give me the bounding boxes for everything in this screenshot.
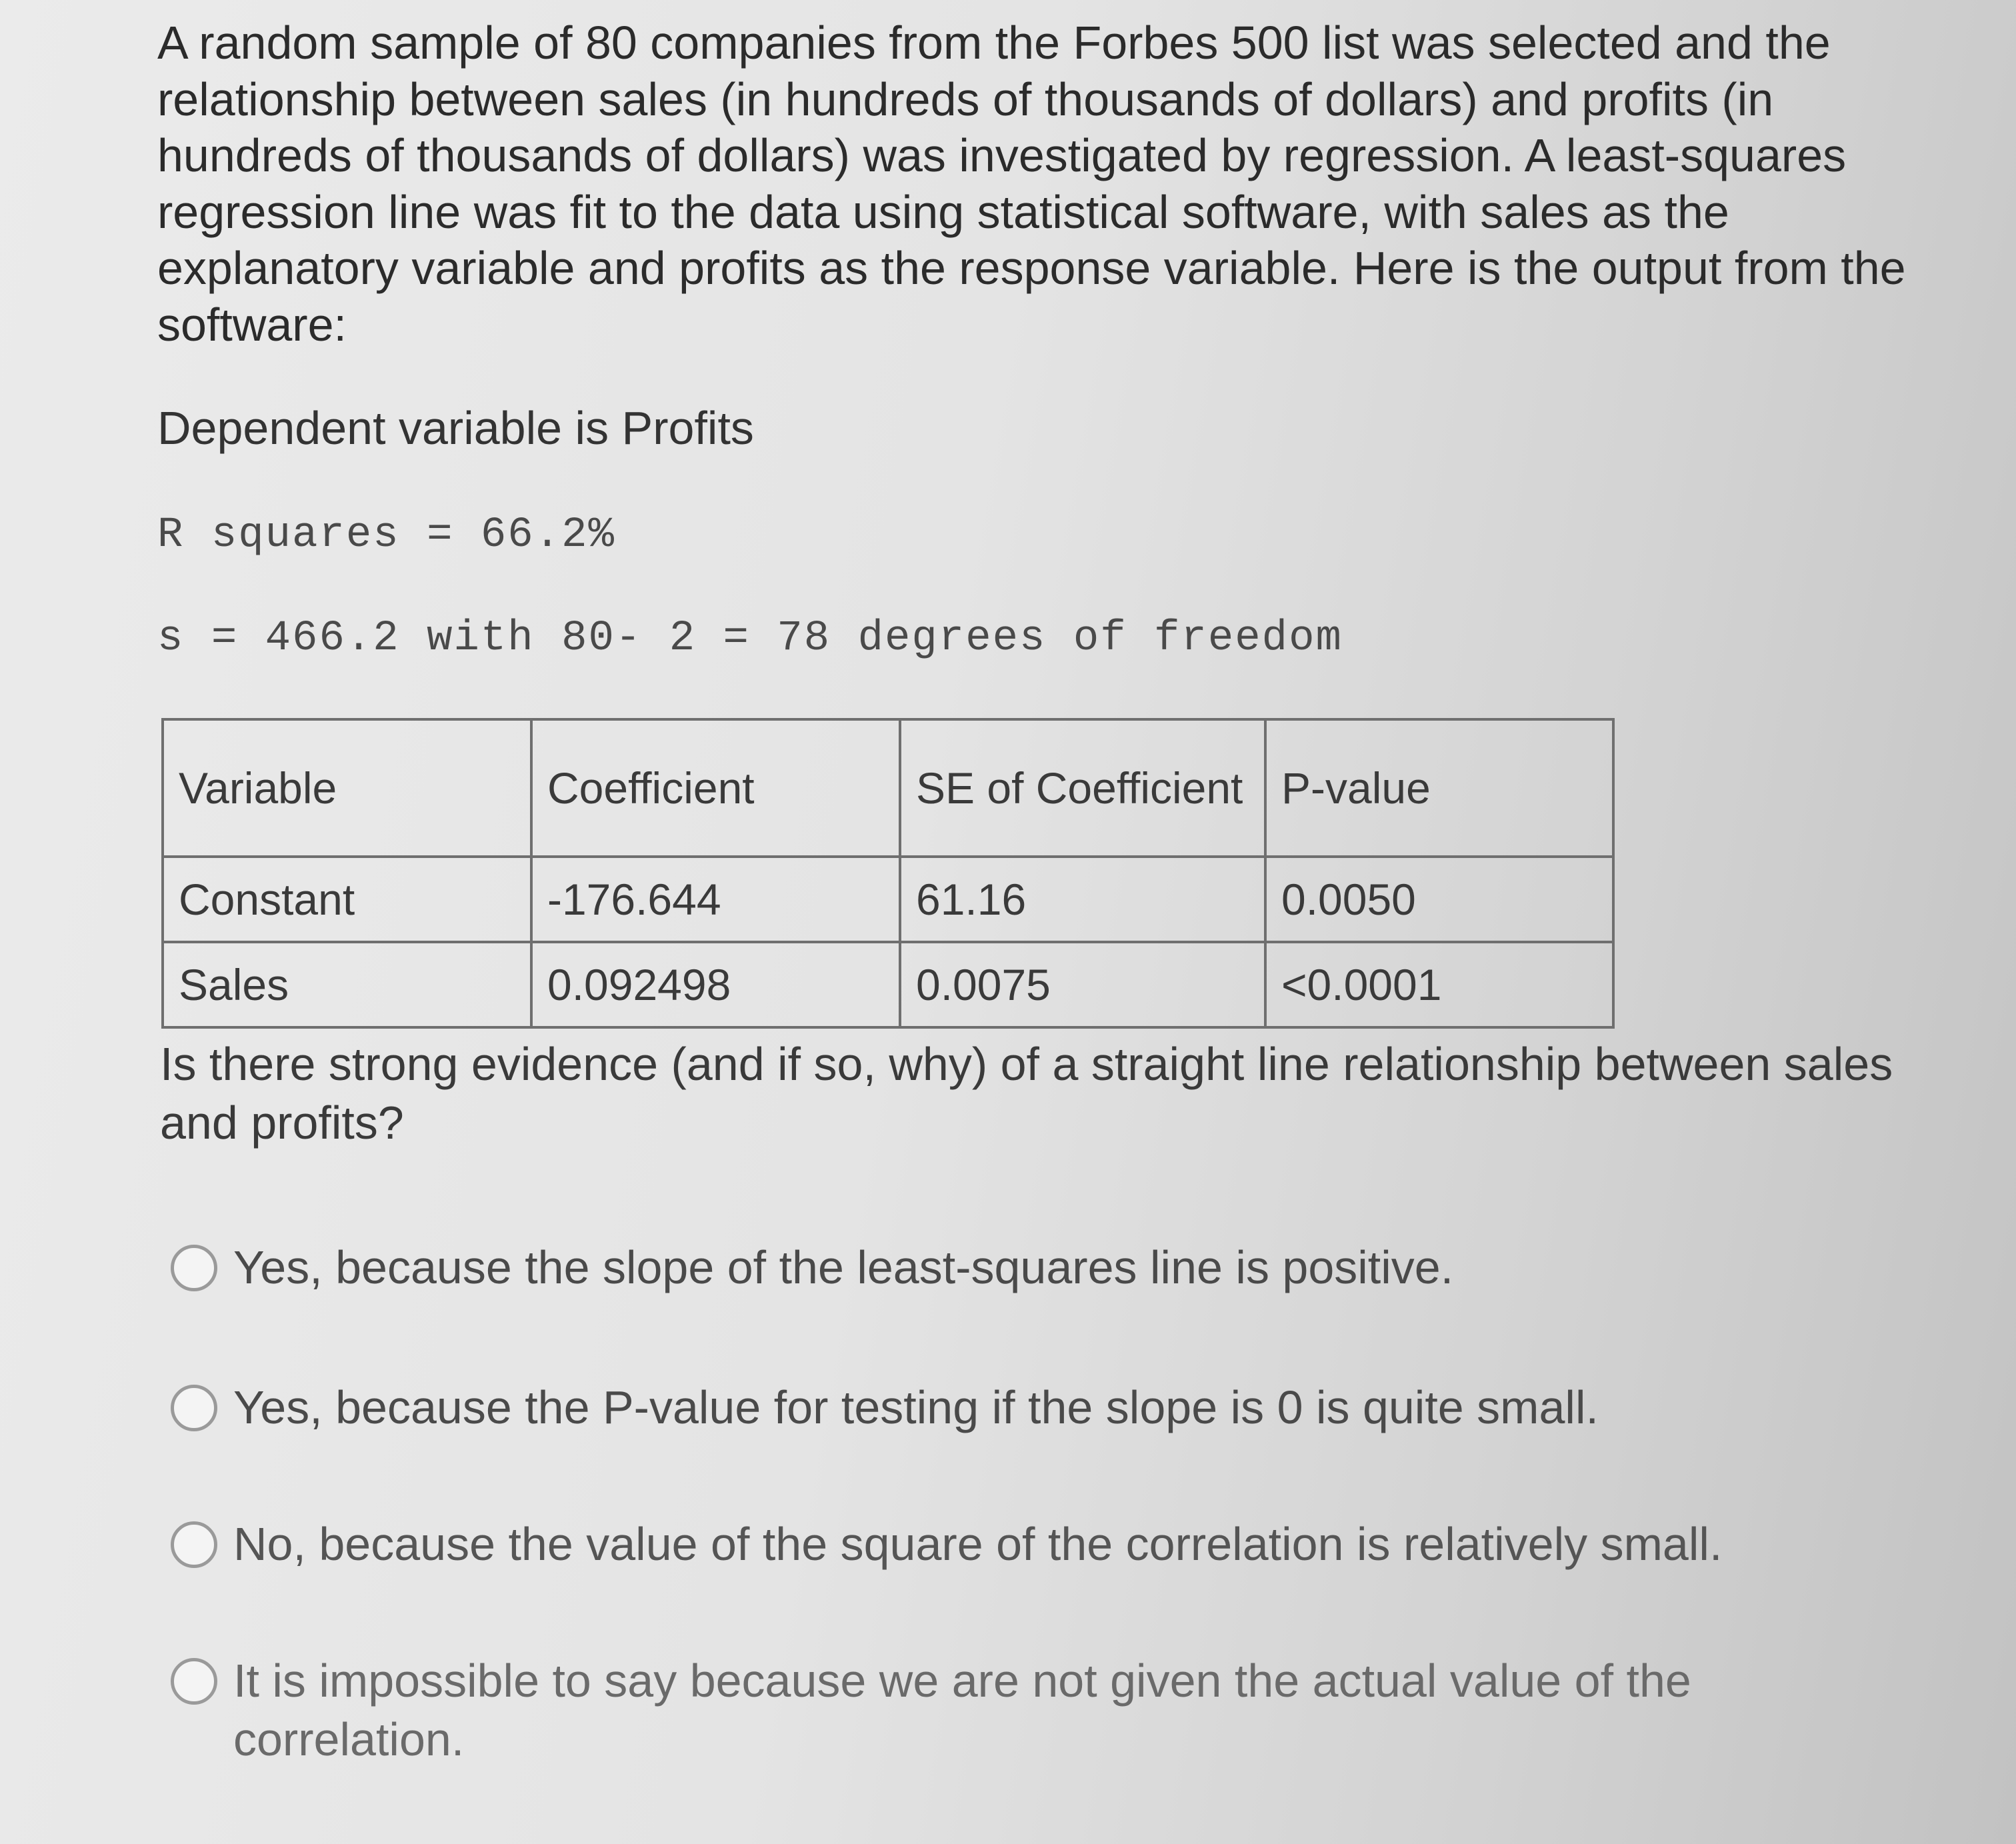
table-cell: Constant <box>163 857 531 942</box>
table-row <box>163 942 1613 1027</box>
table-cell: <0.0001 <box>1265 942 1613 1027</box>
option-label: It is impossible to say because we are not given the actual value of the correlation. <box>233 1655 1691 1765</box>
answer-option-3[interactable] <box>171 1515 1900 1573</box>
radio-button[interactable] <box>171 1385 217 1431</box>
regression-table <box>161 718 1615 1029</box>
standard-error-output: s = 466.2 with 80- 2 = 78 degrees of freedom <box>157 615 1343 663</box>
table-cell: 0.0050 <box>1265 857 1613 942</box>
option-label: Yes, because the P-value for testing if the slope is 0 is quite small. <box>233 1381 1599 1433</box>
header-variable: Variable <box>163 719 531 857</box>
header-se-coefficient: SE of Coefficient <box>900 719 1265 857</box>
option-label: Yes, because the slope of the least-squares line is positive. <box>233 1241 1454 1293</box>
header-p-value: P-value <box>1265 719 1613 857</box>
dependent-variable-label: Dependent variable is Profits <box>157 402 754 454</box>
table-cell: -176.644 <box>531 857 900 942</box>
table-cell: 61.16 <box>900 857 1265 942</box>
radio-button[interactable] <box>171 1245 217 1291</box>
option-label: No, because the value of the square of the correlation is relatively small. <box>233 1518 1723 1570</box>
r-squared-output: R squares = 66.2% <box>157 511 615 559</box>
table-row <box>163 857 1613 942</box>
table-cell: 0.0075 <box>900 942 1265 1027</box>
answer-option-1[interactable] <box>171 1238 1900 1297</box>
table-cell: 0.092498 <box>531 942 900 1027</box>
answer-option-4[interactable] <box>171 1651 1900 1769</box>
question-panel <box>157 15 1957 1765</box>
radio-button[interactable] <box>171 1521 217 1568</box>
table-cell: Sales <box>163 942 531 1027</box>
question-prompt: Is there strong evidence (and if so, why) of a straight line relationship between sales and profits? <box>160 1038 1893 1149</box>
answer-option-2[interactable] <box>171 1378 1900 1437</box>
header-coefficient: Coefficient <box>531 719 900 857</box>
problem-description: A random sample of 80 companies from the Forbes 500 list was selected and the relationship between sales (in hundreds of thousands of dollars) and profits (in hundreds of thousands of dollars) was investigated by regression. A least-squares regression line was fit to the data using statistical software, with sales as the explanatory variable and profits as the response variable. Here is the output from the software: <box>157 17 1906 351</box>
radio-button[interactable] <box>171 1658 217 1705</box>
table-header-row <box>163 719 1613 857</box>
